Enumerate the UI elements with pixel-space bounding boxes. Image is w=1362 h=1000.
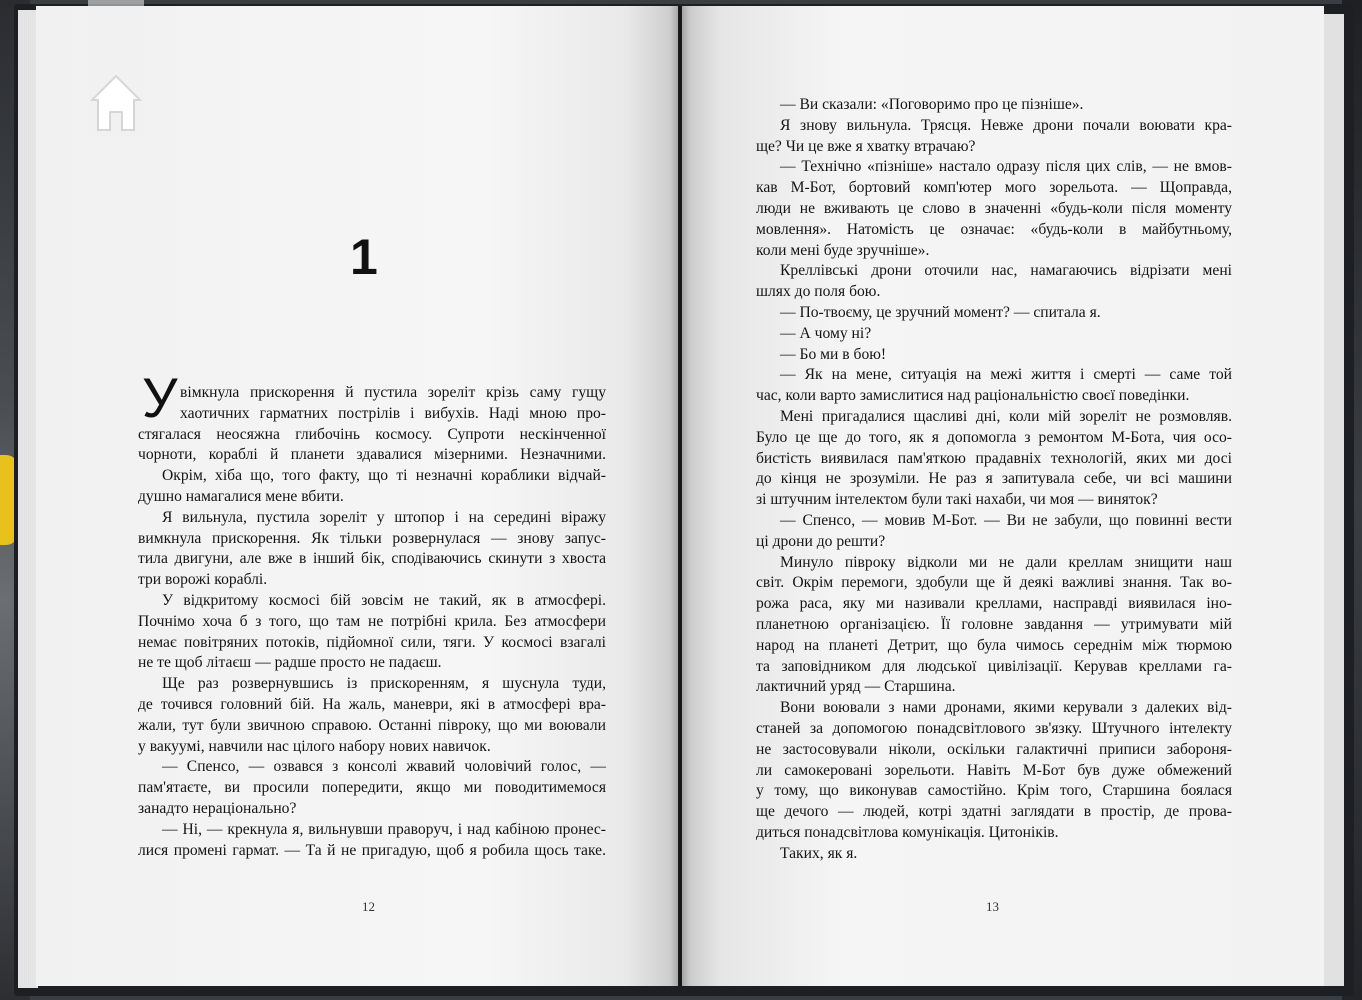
- text-line: Креллівські дрони оточили нас, намагаючись відрізати мені: [780, 262, 1232, 280]
- text-line: Було це ще до того, як я допомогла з ремонтом М-Бота, чия осо-: [756, 428, 1232, 446]
- text-line: де точився головний бій. На жаль, маневри, які в атмосфері вра-: [138, 695, 606, 713]
- text-line: ли самокеровані зорельоти. Навіть М-Бот був дуже обмежений: [756, 761, 1232, 779]
- text-line: немає повітряних потоків, підйомної сили, тяги. У космосі взагалі: [138, 633, 606, 651]
- text-line: три ворожі кораблі.: [138, 571, 268, 589]
- text-line: народ на планеті Детрит, що була чимось середнім між тюрмою: [756, 636, 1232, 654]
- text-line: Окрім, хіба що, того факту, що ті незначні кораблики відчай-: [162, 467, 606, 485]
- text-line: — Технічно «пізніше» настало одразу після цих слів, — не вмов-: [780, 158, 1232, 176]
- text-line: тила двигуни, але вже в інший бік, сподіваючись скинути з хвоста: [138, 550, 606, 568]
- text-line: стягалася неосяжна глибочінь космосу. Супроти нескінченної: [138, 425, 606, 443]
- text-line: вімкнула прискорення й пустила зореліт крізь саму гущу: [180, 384, 606, 401]
- text-line: — Спенсо, — озвався з консолі жвавий чоловічий голос, —: [162, 758, 606, 776]
- text-line: жали, тут були звичною справою. Останні півроку, що ми воювали: [138, 716, 606, 734]
- text-line: У відкритому космосі бій зовсім не такий, як в атмосфері.: [162, 591, 606, 609]
- text-line: коли мені буде зручніше».: [756, 241, 930, 259]
- text-line: Мені пригадалися щасливі дні, коли мій зореліт не розмовляв.: [780, 407, 1232, 425]
- text-line: кав М-Бот, бортовий комп'ютер мого зорельота. — Щоправда,: [756, 179, 1232, 197]
- text-line: Минуло півроку відколи ми не дали креллам знищити наш: [780, 553, 1232, 571]
- text-line: планетною організацією. Її головне завдання — утримувати мій: [756, 615, 1232, 633]
- text-line: люди не вживають це слово в значенні «будь-коли після моменту: [756, 199, 1232, 217]
- text-line: ці дрони до решти?: [756, 532, 886, 550]
- dropcap-letter: У: [142, 366, 178, 429]
- text-line: ще? Чи це вже я хватку втрачаю?: [756, 137, 976, 155]
- text-line: шлях до поля бою.: [756, 283, 881, 301]
- text-line: вимкнула прискорення. Як тільки розвернулася — знову запус-: [138, 529, 606, 547]
- text-line: чорноти, кораблі й планети здавалися мізерними. Незначними.: [138, 446, 606, 464]
- text-line: душно намагалися мене вбити.: [138, 487, 344, 505]
- text-line: диться понадсвітлова комунікація. Цитоніків.: [756, 823, 1059, 841]
- text-line: бистість виявилася пам'яткою прадавніх технологій, яких ми досі: [756, 449, 1232, 467]
- text-line: у тому, що виконував самостійно. Крім того, Старшина боялася: [756, 782, 1232, 800]
- page-edges-right: [1322, 14, 1344, 986]
- text-line: та заповідником для людської цивілізації. Керував креллами га-: [756, 657, 1232, 675]
- text-line: — Як на мене, ситуація на межі життя і смерті — саме той: [780, 366, 1232, 384]
- text-line: хаотичних гарматних пострілів і вибухів. Наді мною про-: [180, 404, 606, 422]
- text-line: не те щоб літаєш — радше просто не падаєш.: [138, 654, 442, 672]
- text-line: у вакуумі, навчили нас цілого набору нових навичок.: [138, 737, 491, 755]
- text-line: час, коли варто замислитися над раціональністю своєї поведінки.: [756, 387, 1190, 405]
- text-line: — По-твоєму, це зручний момент? — спитала я.: [780, 303, 1101, 321]
- book-gutter: [670, 6, 690, 986]
- text-line: ще дечого — людей, котрі здатні заглядати в простір, де прова-: [756, 803, 1232, 821]
- text-line: до кінця не зрозуміли. Не раз я запитувала себе, чи всі машини: [756, 470, 1232, 488]
- text-line: не застосовували ніколи, оскільки галактичні приписи забороня-: [756, 740, 1232, 758]
- text-line: Таких, як я.: [780, 844, 858, 862]
- text-line: Я знову вильнула. Трясця. Невже дрони почали воювати кра-: [780, 116, 1232, 134]
- text-line: — А чому ні?: [780, 324, 872, 342]
- text-line: станей за допомогою понадсвітлового зв'язку. Штучного інтелекту: [756, 719, 1232, 737]
- text-line: лися промені гармат. — Та й не пригадую, щоб я робила щось таке.: [138, 841, 606, 859]
- text-line: Ще раз розвернувшись із прискоренням, я шуснула туди,: [162, 675, 606, 693]
- text-line: — Ні, — крекнула я, вильнувши праворуч, і над кабіною пронес-: [162, 820, 606, 838]
- text-line: Почнімо хоча б з того, що там не потрібні крила. Без атмосфери: [138, 612, 606, 630]
- page-edges-left: [18, 10, 38, 988]
- text-line: світ. Окрім перемоги, здобули ще й деякі важливі знання. Так во-: [756, 574, 1232, 592]
- home-icon: [90, 72, 142, 134]
- text-line: зі штучним інтелектом були такі нахаби, чи моя — виняток?: [756, 491, 1158, 509]
- text-line: — Ви сказали: «Поговоримо про це пізніше».: [780, 96, 1084, 113]
- text-line: мовлення». Натомість це означає: «будь-коли в майбутньому,: [756, 220, 1232, 238]
- page-number-left: 12: [362, 899, 375, 914]
- text-line: Вони воювали з нами дронами, якими керували з далеких від-: [780, 699, 1232, 717]
- text-line: — Спенсо, — мовив М-Бот. — Ви не забули, що повинні вести: [780, 511, 1232, 529]
- text-line: лактичний уряд — Старшина.: [756, 678, 956, 696]
- text-line: занадто нераціонально?: [138, 799, 297, 817]
- chapter-number: 1: [350, 229, 378, 285]
- left-page-text: [138, 383, 606, 861]
- text-line: Я вильнула, пустила зореліт у штопор і на середині віражу: [162, 508, 606, 526]
- text-line: — Бо ми в бою!: [780, 345, 887, 363]
- right-page-text: [756, 95, 1232, 864]
- text-line: пам'ятаєте, ви просили попередити, якщо ми поводитимемося: [138, 779, 606, 797]
- text-line: рожа раса, яку ми називали креллами, насправді виявилася іно-: [756, 595, 1232, 613]
- page-number-right: 13: [986, 899, 999, 914]
- home-button[interactable]: [88, 0, 144, 136]
